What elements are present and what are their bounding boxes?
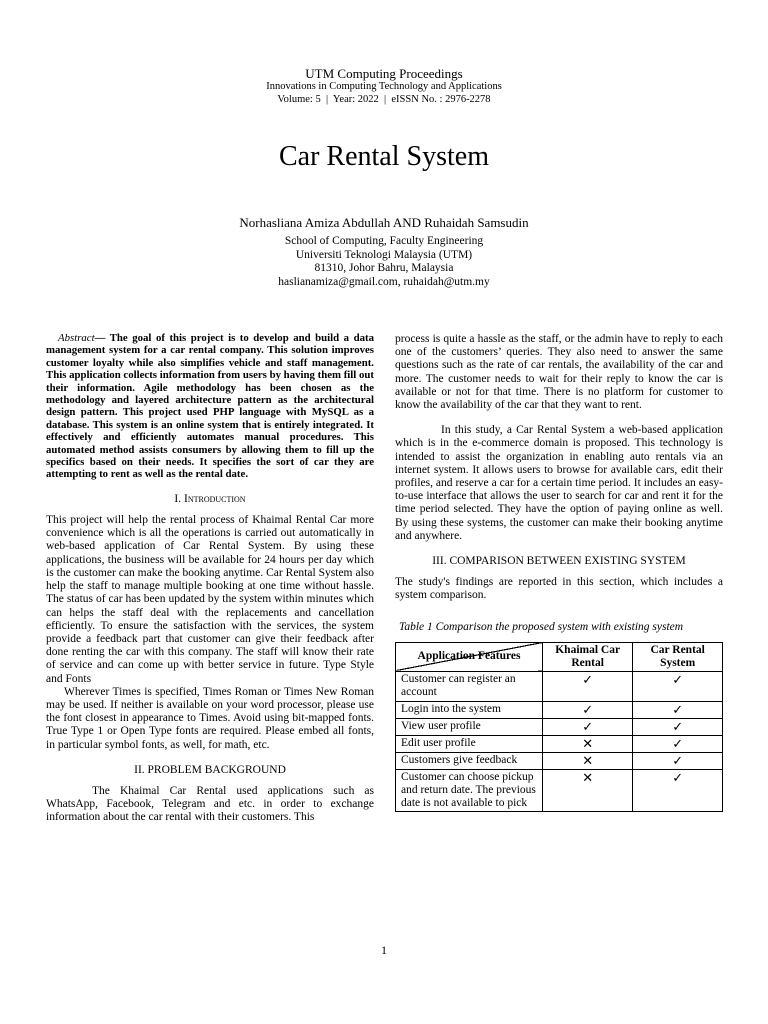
paper-title: Car Rental System bbox=[279, 141, 489, 172]
affiliation-emails: haslianamiza@gmail.com, ruhaidah@utm.my bbox=[278, 275, 490, 288]
check-icon: ✓ bbox=[543, 701, 633, 718]
page-number: 1 bbox=[381, 943, 387, 957]
background-paragraph-1: The Khaimal Car Rental used applications such as WhatsApp, Facebook, Telegram and etc. in order to exchange information about the car rental with their customers. This bbox=[46, 784, 374, 824]
abstract-dash: — bbox=[94, 332, 110, 344]
feature-cell: Customers give feedback bbox=[396, 752, 543, 769]
left-column bbox=[46, 332, 374, 825]
check-icon: ✓ bbox=[633, 672, 723, 701]
table-row bbox=[396, 752, 723, 769]
check-icon: ✓ bbox=[633, 718, 723, 735]
journal-volume-line: Volume: 5 | Year: 2022 | eISSN No. : 2976-2278 bbox=[277, 94, 491, 105]
cross-icon: ✕ bbox=[543, 735, 633, 752]
background-paragraph-1-continued: process is quite a hassle as the staff, or the admin have to reply to each one of the customers’ queries. They also need to answer the same questions such as the rate of car rentals, the availability of the car and more. The customer needs to wait for their reply to know the car is available or not for that time. There is no platform for customer to know the availability of the car that they want to rent. bbox=[395, 333, 723, 412]
check-icon: ✓ bbox=[633, 752, 723, 769]
feature-cell: View user profile bbox=[396, 718, 543, 735]
comparison-heading: III. COMPARISON BETWEEN EXISTING SYSTEM bbox=[432, 555, 686, 568]
intro-paragraph-2: Wherever Times is specified, Times Roman or Times New Roman may be used. If neither is available on your word processor, please use the font closest in appearance to Times. Avoid using bit-mapped fonts. True Type 1 or Open Type fonts are required. Please embed all fonts, in particular symbol fonts, as well, for math, etc. bbox=[46, 685, 374, 751]
check-icon: ✓ bbox=[633, 769, 723, 812]
intro-heading-text: Introduction bbox=[183, 492, 246, 505]
table-caption: Table 1 Comparison the proposed system with existing system bbox=[399, 620, 684, 633]
table-row bbox=[396, 718, 723, 735]
table-row bbox=[396, 672, 723, 701]
affiliation-school: School of Computing, Faculty Engineering bbox=[284, 235, 484, 247]
header-application-features: Application Features bbox=[396, 642, 543, 671]
abstract-label: Abstract bbox=[58, 332, 95, 344]
check-icon: ✓ bbox=[543, 672, 633, 701]
affiliation-university: Universiti Teknologi Malaysia (UTM) bbox=[295, 248, 473, 261]
intro-numeral: I. bbox=[174, 492, 184, 505]
check-icon: ✓ bbox=[633, 735, 723, 752]
feature-cell: Customer can choose pickup and return date. The previous date is not available to pick bbox=[396, 769, 543, 812]
journal-subtitle: Innovations in Computing Technology and Applications bbox=[266, 81, 502, 92]
table-row bbox=[396, 701, 723, 718]
intro-paragraph-1: This project will help the rental process of Khaimal Rental Car more convenience which is all the operations is carried out automatically in web-based application of Car Rental System. By using these applications, the business will be available for 24 hours per day which is the customer can make the booking anytime. Car Rental System also help the staff to manage multiple booking at one time without hassle. The status of car has been updated by the system within minutes which can helps the staff deal with the replacements and cancellation efficiently. To ensure the satisfaction with the services, the system provide a feedback part that customer can give their feedback after done renting the car with this company. The staff will know their rate of service and can come up with better service in future. Type Style and Fonts bbox=[46, 514, 374, 685]
background-heading: II. PROBLEM BACKGROUND bbox=[134, 763, 286, 776]
table-row bbox=[396, 769, 723, 812]
abstract bbox=[46, 332, 374, 481]
authors: Norhasliana Amiza Abdullah AND Ruhaidah Samsudin bbox=[239, 215, 529, 230]
cross-icon: ✕ bbox=[543, 769, 633, 812]
table-row bbox=[396, 735, 723, 752]
check-icon: ✓ bbox=[633, 701, 723, 718]
cross-icon: ✕ bbox=[543, 752, 633, 769]
abstract-text: The goal of this project is to develop and build a data management system for a car rental company. This solution improves customer loyalty while also simplifies vehicle and staff management. This application collects information from users by having them fill out their information. Agile methodology has been chosen as the methodology and layered architecture pattern as the architectural design pattern. This project used PHP language with MySQL as a database. This system is an online system that is entirely integrated. It effectively and efficiently automates manual procedures. This automated method assists consumers by allowing them to fill up the specifics based on their needs. It specifies the sort of car they are attempting to rent as well as the rental date. bbox=[46, 332, 374, 481]
journal-name: UTM Computing Proceedings bbox=[305, 66, 463, 81]
feature-cell: Login into the system bbox=[396, 701, 543, 718]
feature-cell: Edit user profile bbox=[396, 735, 543, 752]
table-header-row bbox=[396, 642, 723, 671]
comparison-paragraph: The study's findings are reported in this section, which includes a system comparison. bbox=[395, 576, 723, 602]
journal-header bbox=[0, 66, 768, 106]
right-column bbox=[395, 333, 723, 812]
feature-cell: Customer can register an account bbox=[396, 672, 543, 701]
intro-heading bbox=[46, 493, 374, 506]
background-paragraph-2: In this study, a Car Rental System a web-based application which is in the e-commerce domain is proposed. This technology is intended to assist the organization in enabling auto rentals via an internet system. It allows users to browse for available cars, edit their profiles, and reserve a car for a certain time period. It includes an easy-to-use interface that allows the user to search for car and rent it for the time period selected. They have the option of paying online as well. By using these systems, the customer can make their booking anytime and anywhere. bbox=[395, 424, 723, 542]
check-icon: ✓ bbox=[543, 718, 633, 735]
header-khaimal: Khaimal Car Rental bbox=[543, 642, 633, 671]
header-car-rental-system: Car Rental System bbox=[633, 642, 723, 671]
affiliation bbox=[0, 235, 768, 289]
affiliation-address: 81310, Johor Bahru, Malaysia bbox=[314, 262, 454, 274]
comparison-table bbox=[395, 642, 723, 812]
